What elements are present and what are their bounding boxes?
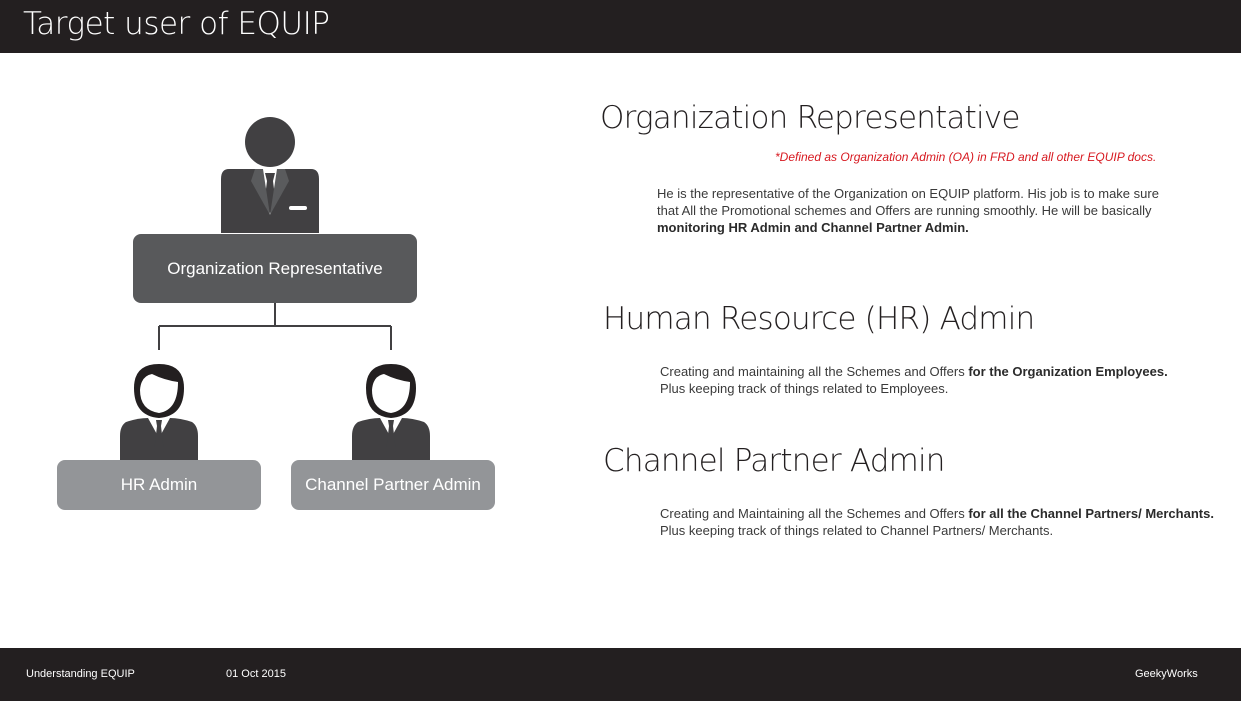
org-rep-description xyxy=(657,185,1167,236)
org-rep-desc-text: He is the representative of the Organization on EQUIP platform. His job is to make sure that All the Promotional schemes and Offers are running smoothly. He will be basically xyxy=(657,186,1159,218)
businessman-icon xyxy=(219,117,321,235)
footer-bar xyxy=(0,648,1241,701)
hr-admin-desc-line1 xyxy=(660,363,1220,380)
footer-right-text: GeekyWorks xyxy=(1135,668,1198,680)
org-rep-box xyxy=(133,234,417,303)
hr-admin-desc-bold: for the Organization Employees. xyxy=(968,364,1168,379)
cp-admin-desc-bold: for all the Channel Partners/ Merchants. xyxy=(968,506,1214,521)
cp-admin-description xyxy=(660,505,1230,539)
org-rep-note: *Defined as Organization Admin (OA) in FRD and all other EQUIP docs. xyxy=(775,150,1157,164)
hr-admin-box xyxy=(57,460,261,510)
hr-admin-description xyxy=(660,363,1220,397)
cp-admin-desc-text: Creating and Maintaining all the Schemes and Offers xyxy=(660,506,969,521)
channel-partner-admin-box xyxy=(291,460,495,510)
hr-admin-title: Human Resource (HR) Admin xyxy=(603,301,1035,337)
org-rep-box-label: Organization Representative xyxy=(167,258,383,278)
cp-admin-title: Channel Partner Admin xyxy=(603,443,945,479)
channel-partner-admin-box-label: Channel Partner Admin xyxy=(305,475,481,494)
hr-admin-desc-line2: Plus keeping track of things related to Employees. xyxy=(660,381,949,396)
person-icon xyxy=(350,360,432,460)
org-chart xyxy=(0,53,580,648)
footer-left-text: Understanding EQUIP xyxy=(26,668,135,680)
person-icon xyxy=(118,360,200,460)
page-title: Target user of EQUIP xyxy=(23,6,330,42)
hr-admin-desc-text: Creating and maintaining all the Schemes and Offers xyxy=(660,364,969,379)
cp-admin-desc-line2: Plus keeping track of things related to Channel Partners/ Merchants. xyxy=(660,523,1054,538)
footer-date: 01 Oct 2015 xyxy=(226,668,286,680)
org-rep-desc-bold: monitoring HR Admin and Channel Partner Admin. xyxy=(657,220,969,235)
cp-admin-desc-line1 xyxy=(660,505,1230,522)
hr-admin-box-label: HR Admin xyxy=(120,475,198,494)
header-bar xyxy=(0,0,1241,53)
org-rep-title: Organization Representative xyxy=(600,100,1020,136)
